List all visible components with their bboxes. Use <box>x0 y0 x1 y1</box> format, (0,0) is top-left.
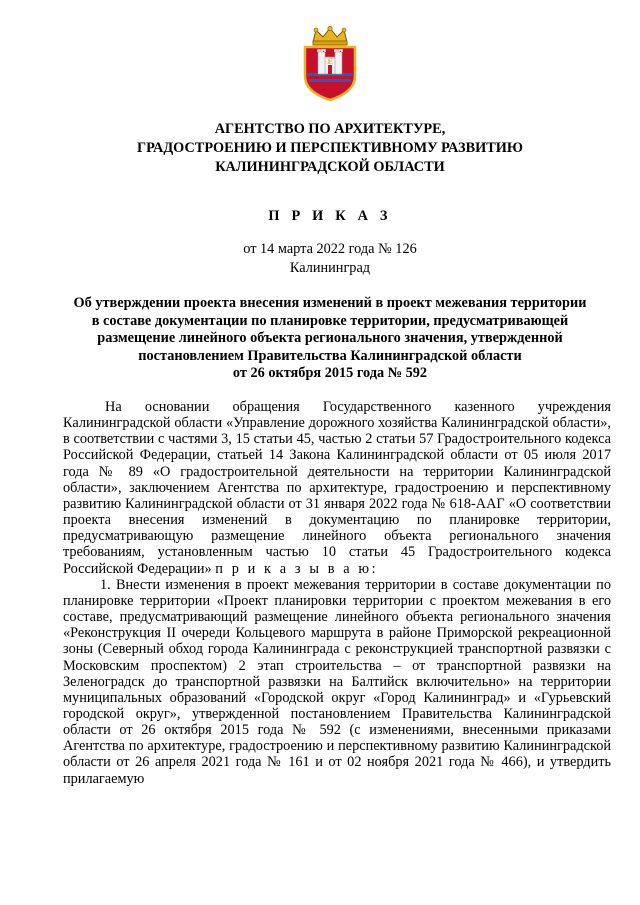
coat-of-arms-icon <box>299 26 361 102</box>
preamble-paragraph <box>63 399 611 577</box>
order-city: Калининград <box>289 260 371 276</box>
svg-text:E: E <box>327 57 333 66</box>
agency-name-line: ГРАДОСТРОЕНИЮ И ПЕРСПЕКТИВНОМУ РАЗВИТИЮ <box>137 140 523 156</box>
preamble-text: На основании обращения Государственного казенного учреждения Калининградской области «Управление дорожного хозяйства Калининградской области», в соответствии с частями 3, 15 статьи 45, частью 2 статьи 57 Градостроительного кодекса Российской Федерации, статьей 14 Закона Калининградской области от 05 июля 2017 года № 89 «О градостроительной деятельности на территории Калининградской области», заключением Агентства по архитектуре, градостроению и перспективному развитию Калининградской области от 31 января 2022 года № 618-ААГ «О соответствии проекта внесения изменений в документацию по планировке территории, предусматривающую размещение линейного объекта регионального значения требованиям, установленным частью 10 статьи 45 Градостроительного кодекса Российской Федерации» <box>63 399 611 577</box>
order-date-number: от 14 марта 2022 года № 126 <box>243 241 417 257</box>
order-details <box>40 240 620 278</box>
item-1-paragraph: 1. Внести изменения в проект межевания территории в составе документации по планировке территории «Проект планировки территории с проектом межевания в его составе, предусматривающий размещение линейного объекта регионального значения «Реконструкция II очереди Кольцевого маршрута в районе Приморской рекреационной зоны (Северный обход города Калининграда с реконструкцией транспортной развязки с Московским проспектом) 2 этап строительства – от транспортной развязки на Зеленоградск до транспортной развязки на Балтийск включительно» на территории муниципальных образований «Городской округ «Город Калининград» и «Гурьевский городской округ», утвержденной постановлением Правительства Калининградской области от 26 октября 2015 года № 592 (с изменениями, внесенными приказами Агентства по архитектуре, градостроению и перспективному развитию Калининградской области от 26 апреля 2021 года № 161 и от 02 ноября 2021 года № 466), и утвердить прилагаемую <box>63 576 611 787</box>
command-word: п р и к а з ы в а ю: <box>215 560 379 577</box>
agency-name <box>40 120 620 177</box>
subject-line: в составе документации по планировке территории, предусматривающей <box>91 312 569 329</box>
order-body <box>63 399 611 787</box>
order-subject <box>40 295 620 383</box>
document-type: П Р И К А З <box>268 208 392 224</box>
subject-line: от 26 октября 2015 года № 592 <box>232 365 428 382</box>
agency-name-line: КАЛИНИНГРАДСКОЙ ОБЛАСТИ <box>215 159 445 175</box>
subject-line: размещение линейного объекта регионального значения, утвержденной <box>97 330 563 347</box>
subject-line: постановлением Правительства Калининградской области <box>138 347 522 364</box>
subject-line: Об утверждении проекта внесения изменений в проект межевания территории <box>73 295 587 311</box>
agency-name-line: АГЕНТСТВО ПО АРХИТЕКТУРЕ, <box>214 121 446 137</box>
